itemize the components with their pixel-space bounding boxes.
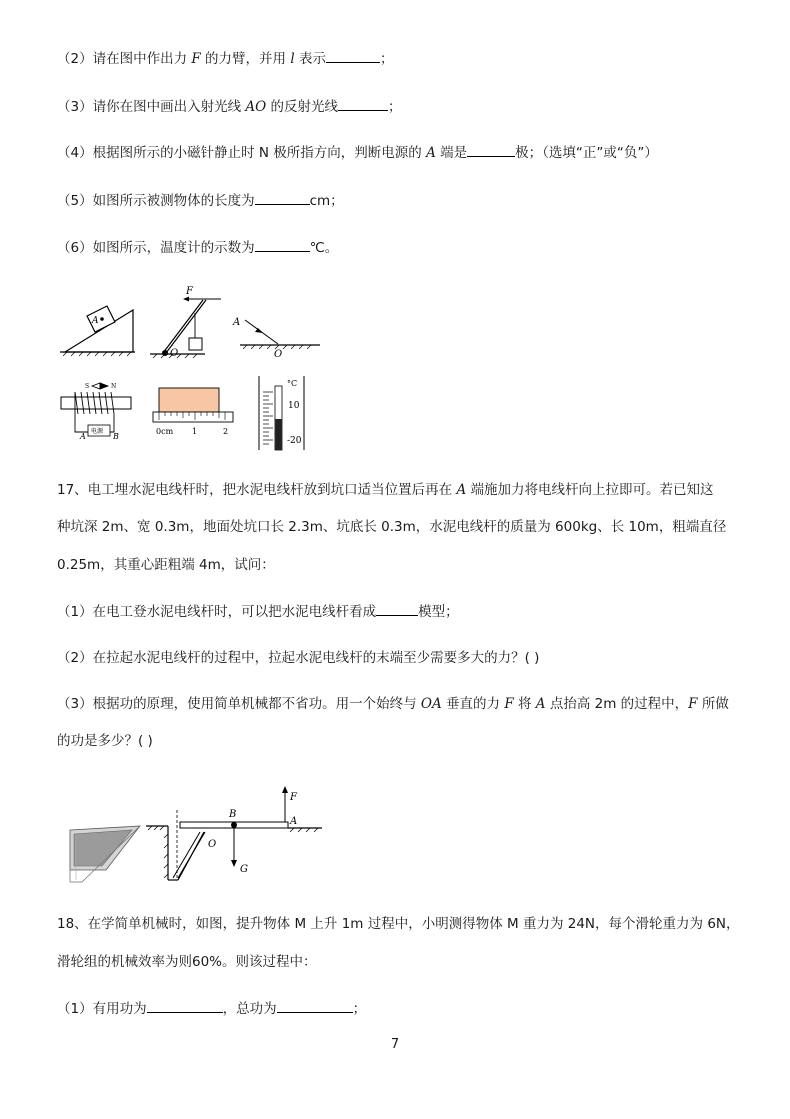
ruler-label-1: 1	[192, 427, 198, 436]
answer-blank[interactable]	[255, 190, 310, 205]
page-number: 7	[390, 1037, 400, 1052]
text: （1）在电工登水泥电线杆时，可以把水泥电线杆看成	[57, 604, 377, 620]
q17-line2: 种坑深 2m、宽 0.3m，地面处坑口长 2.3m、坑底长 0.3m，水泥电线杆的质量为 600kg、长 10m，粗端直径	[57, 519, 727, 535]
answer-blank[interactable]	[376, 601, 418, 616]
pole-sketch	[70, 826, 140, 882]
var-A: A	[535, 696, 546, 712]
var-F: F	[504, 696, 514, 712]
text: 的力臂，并用	[200, 51, 291, 67]
text: 表示	[294, 51, 326, 67]
answer-blank[interactable]	[326, 48, 380, 63]
var-OA: OA	[420, 696, 442, 712]
text: （2）请在图中作出力	[57, 51, 192, 67]
pit-diagram	[146, 786, 322, 880]
var-A: A	[456, 482, 467, 498]
q17-line3: 0.25m，其重心距粗端 4m，试问：	[57, 557, 275, 573]
thermo-label-10: 10	[288, 401, 300, 411]
text: （5）如图所示被测物体的长度为	[57, 193, 255, 209]
compass-S: S	[85, 383, 90, 390]
compass-N: N	[111, 383, 117, 390]
thermometer-figure	[259, 376, 304, 450]
lever-O-label: O	[170, 348, 179, 359]
mirror-O-label: O	[274, 349, 283, 360]
var-A: A	[426, 145, 436, 161]
coil-B: B	[113, 432, 119, 441]
q16-part4	[57, 142, 658, 163]
answer-blank[interactable]	[277, 998, 353, 1013]
label-O: O	[208, 839, 217, 850]
answer-blank[interactable]	[338, 96, 388, 111]
label-G: G	[240, 864, 248, 875]
label-F: F	[290, 792, 297, 803]
text: （3）请你在图中画出入射光线	[57, 99, 246, 115]
text: （3）根据功的原理，使用简单机械都不省功。用一个始终与	[57, 696, 421, 712]
thermo-unit: °C	[287, 379, 298, 388]
answer-blank[interactable]	[255, 237, 310, 252]
q17-part1	[57, 601, 459, 622]
electromagnet-figure	[61, 383, 131, 441]
q17-line1	[57, 480, 714, 500]
text: 垂直的力	[441, 696, 505, 712]
q17-part3b: 的功是多少？( )	[57, 733, 153, 749]
answer-blank[interactable]	[467, 142, 515, 157]
q18-line1: 18、在学简单机械时，如图，提升物体 M 上升 1m 过程中，小明测得物体 M 重力为 24N，每个滑轮重力为 6N，	[57, 916, 740, 932]
q17-part3	[57, 694, 729, 714]
lever-F-label: F	[186, 286, 193, 297]
q16-part2	[57, 48, 393, 69]
label-B: B	[229, 809, 237, 820]
q16-part6	[57, 237, 338, 258]
text: 端施加力将电线杆向上拉即可。若已知这	[466, 482, 714, 498]
text: 将	[513, 696, 536, 712]
power-label: 电源	[91, 428, 104, 435]
text: ；	[352, 1001, 367, 1017]
q16-part3	[57, 96, 402, 117]
text: 17、电工埋水泥电线杆时，把水泥电线杆放到坑口适当位置后再在	[57, 482, 457, 498]
text: 模型；	[418, 604, 459, 620]
incline-figure	[60, 306, 135, 356]
text: ，总功为	[222, 1001, 277, 1017]
q16-part5	[57, 190, 344, 211]
coil-A: A	[80, 432, 86, 441]
q18-part1	[57, 998, 366, 1019]
text: （6）如图所示，温度计的示数为	[57, 240, 255, 256]
ruler-label-0: 0cm	[156, 427, 174, 436]
q17-part2: （2）在拉起水泥电线杆的过程中，拉起水泥电线杆的末端至少需要多大的力？( )	[57, 650, 540, 666]
text: ℃。	[309, 240, 339, 256]
ruler-figure	[153, 388, 233, 436]
text: cm；	[309, 193, 344, 209]
text: 极；（选填“正”或“负”）	[515, 145, 658, 161]
var-F: F	[191, 51, 201, 67]
thermo-label-neg20: -20	[287, 436, 302, 446]
var-AO: AO	[245, 99, 267, 115]
q16-figures	[55, 282, 325, 452]
q18-line2: 滑轮组的机械效率为则60%。则该过程中：	[57, 954, 317, 970]
text: （4）根据图所示的小磁针静止时 N 极所指方向，判断电源的	[57, 145, 427, 161]
ruler-label-2: 2	[223, 427, 229, 436]
q17-figure	[60, 780, 330, 890]
text: ；	[379, 51, 394, 67]
lever-figure	[150, 286, 221, 359]
text: 所做	[697, 696, 729, 712]
var-F: F	[688, 696, 698, 712]
mirror-A-label: A	[233, 317, 241, 328]
incline-label: A	[92, 316, 99, 326]
var-l: l	[290, 51, 295, 67]
answer-blank[interactable]	[147, 998, 223, 1013]
text: ；	[388, 99, 402, 115]
mirror-figure	[232, 317, 320, 360]
label-A: A	[290, 816, 298, 827]
text: 端是	[435, 145, 468, 161]
text: 的反射光线	[266, 99, 339, 115]
text: （1）有用功为	[57, 1001, 147, 1017]
text: 点抬高 2m 的过程中，	[545, 696, 689, 712]
